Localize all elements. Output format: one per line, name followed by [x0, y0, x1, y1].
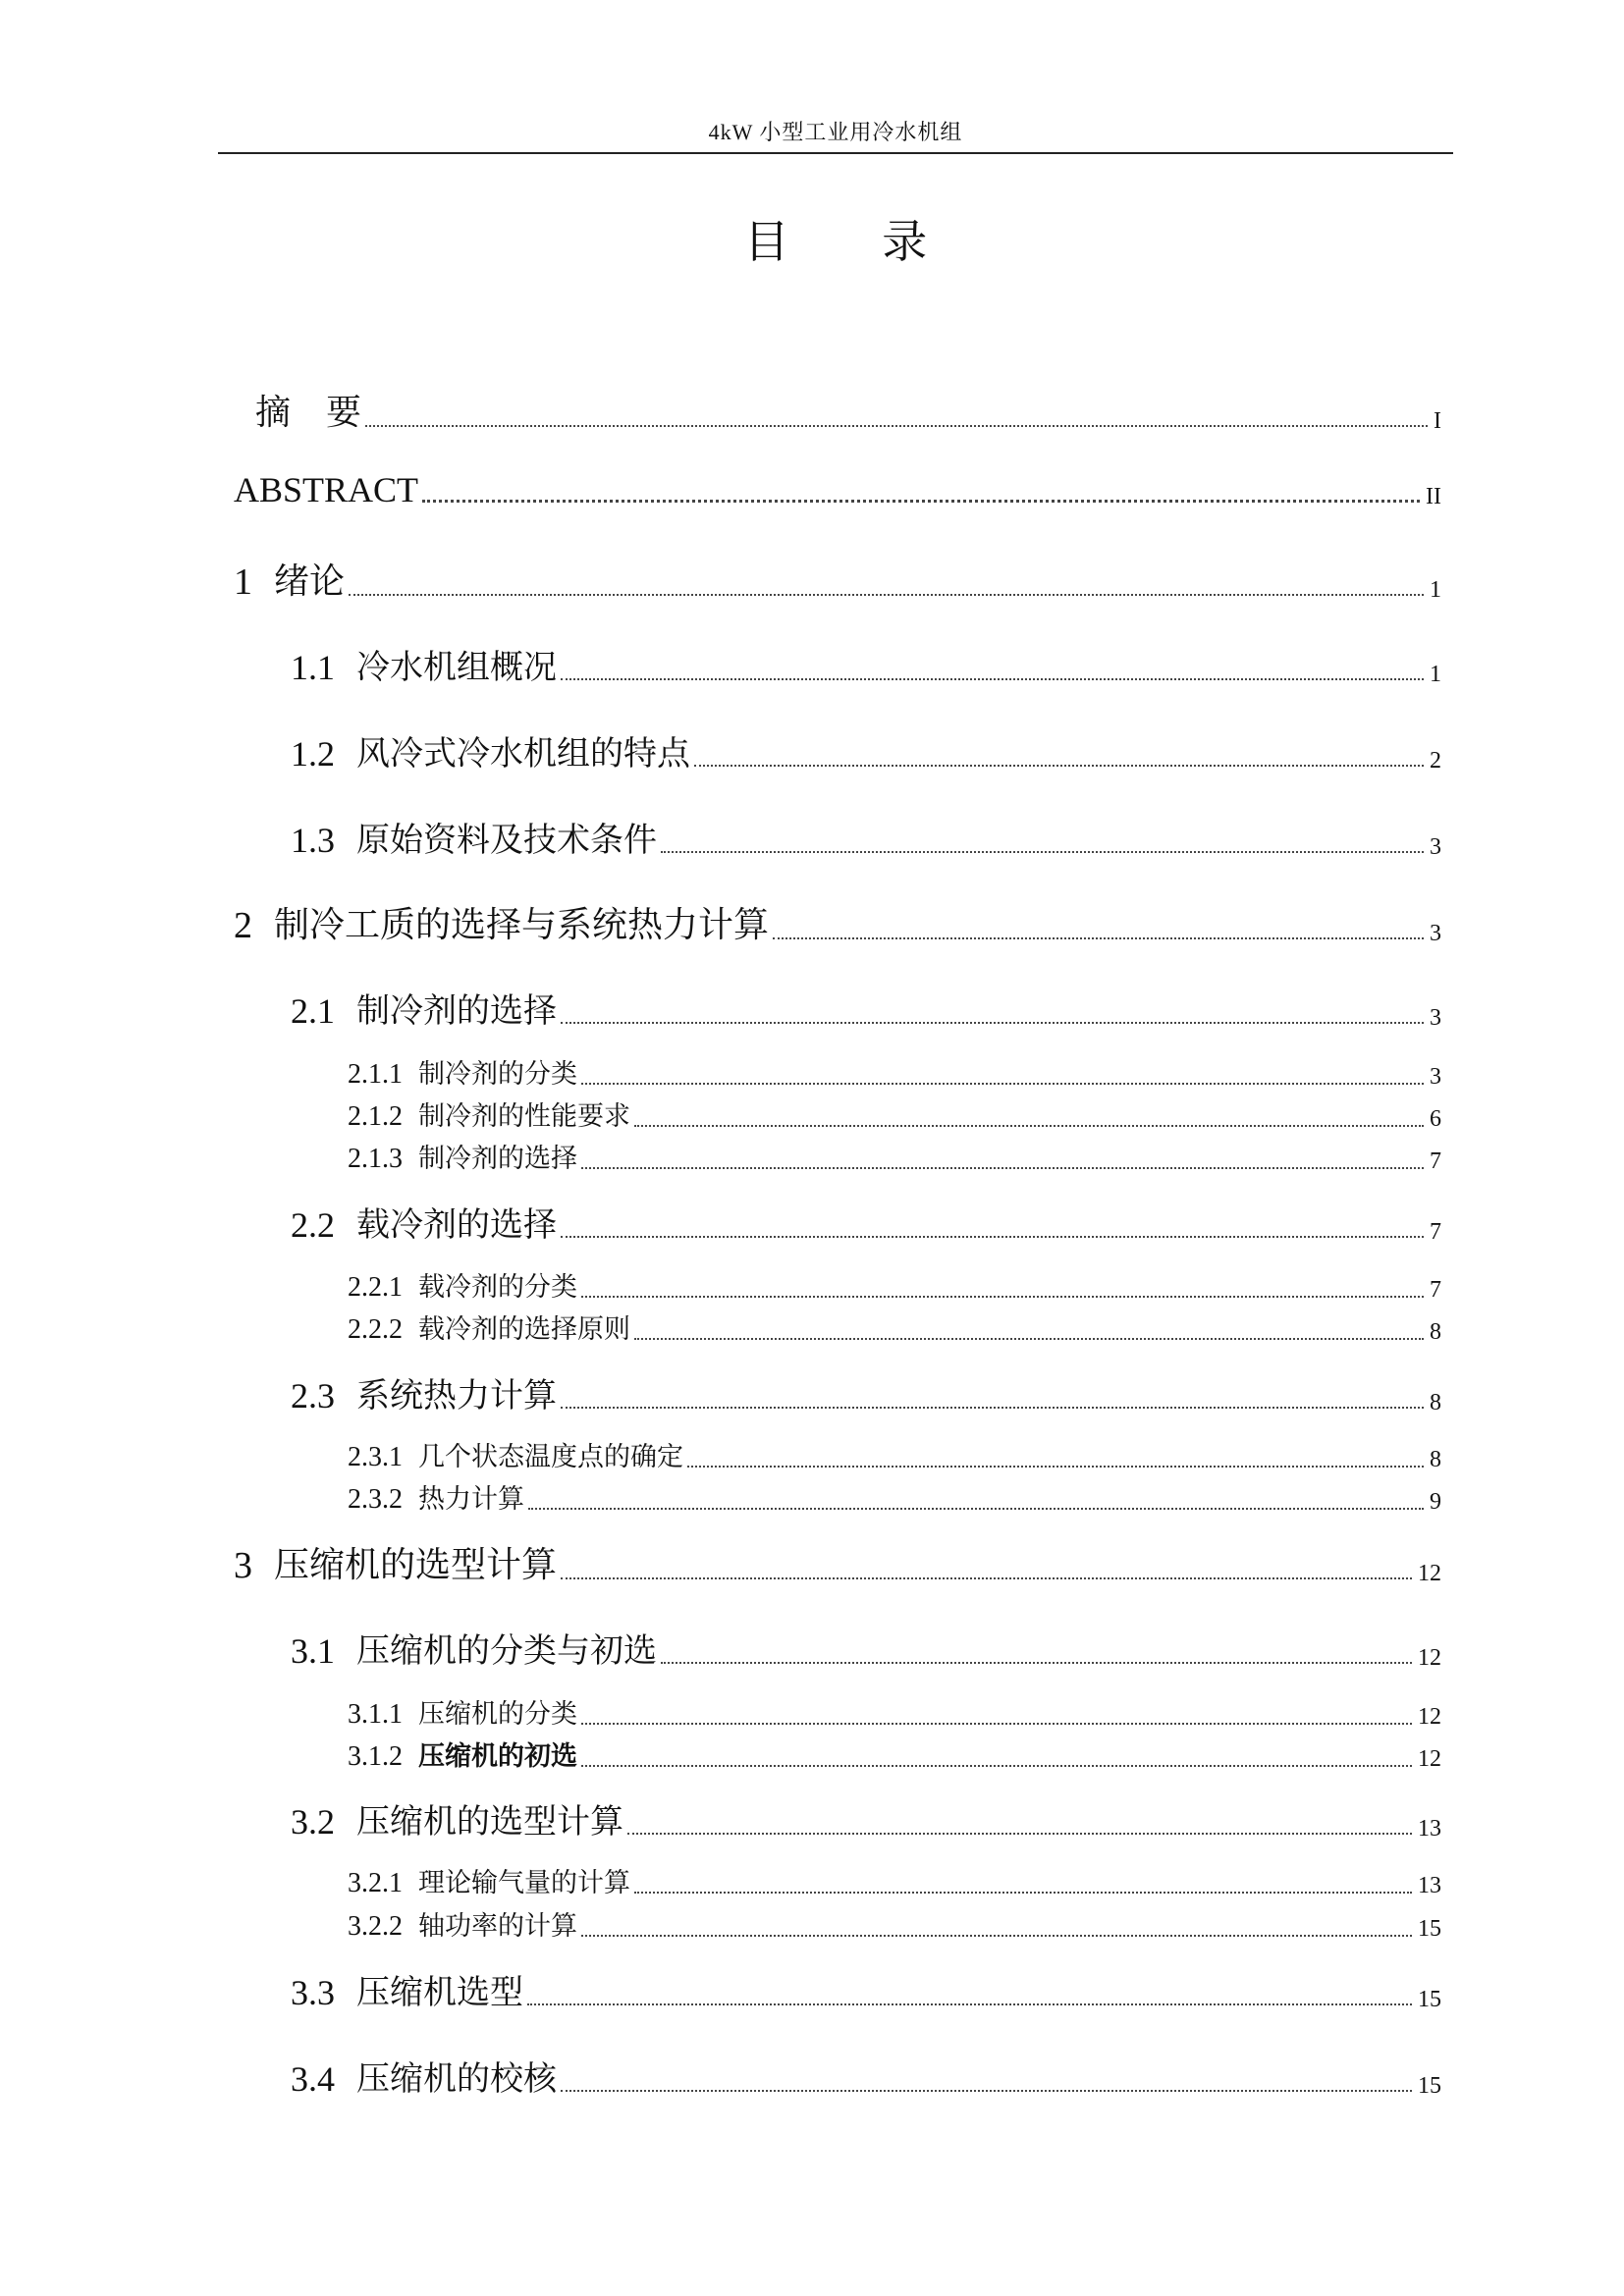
- toc-entry-page: 2: [1430, 748, 1441, 774]
- toc-entry-number: 3.4: [291, 2059, 335, 2099]
- toc-entry-page: II: [1426, 484, 1441, 509]
- dot-leader: [561, 1022, 1424, 1024]
- dot-leader: [561, 2090, 1412, 2092]
- toc-entry-section-2-2[interactable]: [291, 1198, 1441, 1246]
- toc-entry-page: 3: [1430, 921, 1441, 946]
- toc-entry-number: 3.2.2: [348, 1911, 403, 1942]
- dot-leader: [694, 765, 1424, 767]
- toc-entry-text: 制冷剂的分类: [418, 1059, 577, 1090]
- toc-entry-number: 2.1: [291, 991, 335, 1031]
- toc-entry-page: 15: [1418, 2073, 1441, 2099]
- toc-entry-number: 1: [234, 561, 252, 603]
- toc-entry-text: 压缩机的分类: [418, 1699, 577, 1730]
- toc-entry-page: 1: [1430, 662, 1441, 687]
- toc-entry-number: 1.3: [291, 821, 335, 860]
- toc-entry-page: 3: [1430, 834, 1441, 860]
- toc-entry-text: 系统热力计算: [356, 1376, 557, 1415]
- toc-entry-number: 3.1: [291, 1631, 335, 1671]
- toc-entry-number: 3: [234, 1545, 252, 1586]
- dot-leader: [561, 1407, 1424, 1409]
- toc-entry-page: 7: [1430, 1219, 1441, 1245]
- toc-entry-subsection-2-3-2[interactable]: [348, 1477, 1441, 1516]
- dot-leader: [422, 500, 1420, 503]
- dot-leader: [561, 678, 1424, 680]
- dot-leader: [365, 425, 1428, 427]
- toc-entry-page: 8: [1430, 1390, 1441, 1415]
- toc-entry-page: 8: [1430, 1447, 1441, 1472]
- toc-entry-page: 1: [1430, 577, 1441, 603]
- toc-entry-number: 3.2: [291, 1802, 335, 1842]
- toc-entry-number: 2.2: [291, 1205, 335, 1245]
- toc-entry-number: 2.2.2: [348, 1314, 403, 1345]
- dot-leader: [581, 1083, 1424, 1085]
- toc-entry-section-3-3[interactable]: [291, 1965, 1441, 2013]
- toc-entry-number: 2.3: [291, 1376, 335, 1415]
- toc-entry-page: 8: [1430, 1319, 1441, 1345]
- toc-entry-text: 轴功率的计算: [418, 1911, 577, 1942]
- dot-leader: [581, 1723, 1412, 1725]
- toc-entry-chapter-3[interactable]: [234, 1537, 1441, 1587]
- toc-entry-text: 制冷剂的选择: [356, 991, 557, 1031]
- toc-entry-subsection-2-2-2[interactable]: [348, 1308, 1441, 1346]
- toc-entry-subsection-2-1-3[interactable]: [348, 1137, 1441, 1175]
- toc-entry-text: 理论输气量的计算: [418, 1868, 630, 1898]
- toc-entry-chapter-2[interactable]: [234, 897, 1441, 947]
- toc-entry-number: 2.1.3: [348, 1144, 403, 1174]
- dot-leader: [661, 1662, 1412, 1664]
- toc-entry-number: 2: [234, 905, 252, 946]
- dot-leader: [687, 1466, 1424, 1468]
- dot-leader: [634, 1892, 1412, 1894]
- header-rule: [218, 152, 1453, 154]
- toc-entry-page: 12: [1418, 1561, 1441, 1586]
- toc-entry-text: 冷水机组概况: [356, 648, 557, 687]
- toc-entry-subsection-2-3-1[interactable]: [348, 1435, 1441, 1473]
- toc-entry-page: I: [1434, 408, 1441, 434]
- toc-entry-text: 压缩机的选型计算: [356, 1802, 623, 1842]
- toc-entry-section-1-1[interactable]: [291, 640, 1441, 688]
- dot-leader: [581, 1935, 1412, 1937]
- dot-leader: [561, 1236, 1424, 1238]
- toc-entry-text: 压缩机选型: [356, 1973, 523, 2012]
- toc-entry-text: 载冷剂的选择原则: [418, 1314, 630, 1345]
- dot-leader: [349, 594, 1424, 596]
- dot-leader: [581, 1296, 1424, 1298]
- toc-entry-page: 12: [1418, 1746, 1441, 1772]
- toc-entry-text: 载冷剂的选择: [356, 1205, 557, 1245]
- toc-entry-section-3-2[interactable]: [291, 1794, 1441, 1842]
- dot-leader: [634, 1125, 1424, 1127]
- toc-entry-page: 3: [1430, 1064, 1441, 1090]
- toc-entry-text: ABSTRACT: [234, 470, 419, 509]
- dot-leader: [528, 1508, 1424, 1510]
- dot-leader: [561, 1577, 1412, 1579]
- dot-leader: [773, 937, 1424, 939]
- dot-leader: [627, 1833, 1412, 1835]
- toc-entry-section-1-3[interactable]: [291, 813, 1441, 861]
- toc-entry-text: 风冷式冷水机组的特点: [356, 734, 690, 774]
- toc-entry-section-2-1[interactable]: [291, 984, 1441, 1032]
- toc-entry-subsection-2-1-2[interactable]: [348, 1095, 1441, 1133]
- toc-entry-subsection-2-2-1[interactable]: [348, 1265, 1441, 1304]
- dot-leader: [634, 1338, 1424, 1340]
- toc-entry-number: 1.1: [291, 648, 335, 687]
- toc-entry-subsection-3-1-2[interactable]: [348, 1735, 1441, 1773]
- toc-entry-text: 压缩机的选型计算: [274, 1545, 558, 1585]
- toc-entry-page: 13: [1418, 1873, 1441, 1898]
- toc-entry-text: 绪论: [274, 561, 346, 602]
- toc-entry-text: 载冷剂的分类: [418, 1272, 577, 1303]
- toc-entry-page: 15: [1418, 1987, 1441, 2012]
- dot-leader: [661, 851, 1424, 853]
- toc-entry-section-3-4[interactable]: [291, 2052, 1441, 2100]
- dot-leader: [581, 1167, 1424, 1169]
- toc-entry-number: 3.3: [291, 1973, 335, 2012]
- toc-entry-number: 2.3.1: [348, 1442, 403, 1472]
- toc-entry-page: 15: [1418, 1916, 1441, 1942]
- toc-entry-page: 12: [1418, 1704, 1441, 1730]
- toc-entry-number: 2.2.1: [348, 1272, 403, 1303]
- toc-entry-section-2-3[interactable]: [291, 1368, 1441, 1416]
- toc-entry-number: 2.1.2: [348, 1101, 403, 1132]
- toc-entry-page: 7: [1430, 1277, 1441, 1303]
- toc-entry-subsection-3-2-1[interactable]: [348, 1861, 1441, 1899]
- toc-title: 目 录: [743, 215, 967, 268]
- toc-entry-section-1-2[interactable]: [291, 726, 1441, 774]
- toc-entry-text: 压缩机的校核: [356, 2059, 557, 2099]
- toc-entry-page: 9: [1430, 1489, 1441, 1515]
- toc-entry-text: 压缩机的分类与初选: [356, 1631, 657, 1671]
- toc-entry-section-3-1[interactable]: [291, 1624, 1441, 1672]
- dot-leader: [581, 1765, 1412, 1767]
- toc-entry-page: 7: [1430, 1148, 1441, 1174]
- toc-entry-number: 3.1.2: [348, 1741, 403, 1772]
- toc-entry-text: 几个状态温度点的确定: [418, 1442, 683, 1472]
- toc-entry-page: 12: [1418, 1645, 1441, 1671]
- toc-entry-chapter-1[interactable]: [234, 554, 1441, 604]
- toc-entry-abstract-en[interactable]: [234, 469, 1441, 510]
- toc-entry-page: 13: [1418, 1816, 1441, 1842]
- toc-entry-text: 原始资料及技术条件: [356, 821, 657, 860]
- toc-entry-page: 6: [1430, 1106, 1441, 1132]
- toc-entry-text: 摘 要: [255, 393, 362, 433]
- toc-entry-text: 制冷工质的选择与系统热力计算: [274, 905, 770, 945]
- toc-entry-number: 2.1.1: [348, 1059, 403, 1090]
- toc-entry-text: 热力计算: [418, 1484, 524, 1515]
- toc-entry-number: 2.3.2: [348, 1484, 403, 1515]
- running-header: 4kW 小型工业用冷水机组: [708, 120, 963, 144]
- toc-entry-number: 3.2.1: [348, 1868, 403, 1898]
- toc-entry-subsection-2-1-1[interactable]: [348, 1052, 1441, 1091]
- toc-entry-text: 压缩机的初选: [418, 1741, 577, 1772]
- dot-leader: [527, 2003, 1412, 2005]
- toc-entry-number: 3.1.1: [348, 1699, 403, 1730]
- toc-entry-subsection-3-2-2[interactable]: [348, 1904, 1441, 1943]
- toc-entry-abstract-cn[interactable]: [234, 385, 1441, 435]
- toc-entry-page: 3: [1430, 1005, 1441, 1031]
- toc-entry-number: 1.2: [291, 734, 335, 774]
- toc-entry-text: 制冷剂的选择: [418, 1144, 577, 1174]
- toc-entry-subsection-3-1-1[interactable]: [348, 1692, 1441, 1731]
- toc-entry-text: 制冷剂的性能要求: [418, 1101, 630, 1132]
